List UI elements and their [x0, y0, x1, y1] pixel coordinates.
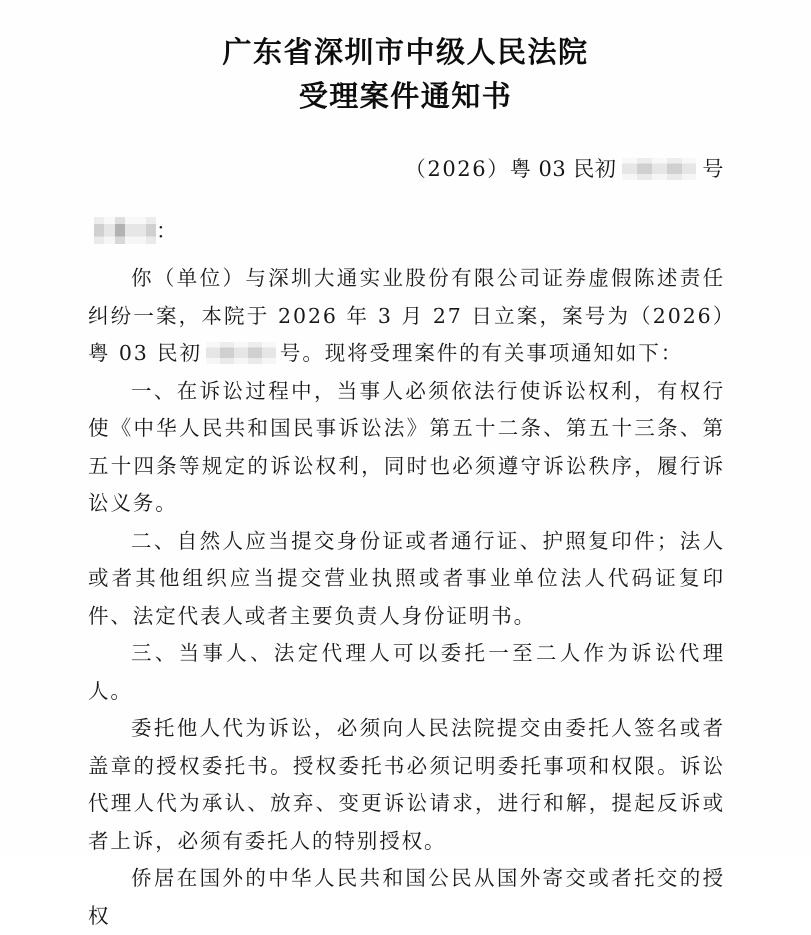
case-number-year: （2026） [404, 157, 510, 181]
paragraph-item-one: 一、在诉讼过程中，当事人必须依法行使诉讼权利，有权行使《中华人民共和国民事诉讼法》第五十二条、第五十三条、第五十四条等规定的诉讼权利，同时也必须遵守诉讼秩序，履行诉讼义务。 [88, 378, 725, 515]
intro-text-part2: 号。现将受理案件的有关事项通知如下： [279, 341, 684, 365]
paragraph-item-three: 三、当事人、法定代理人可以委托一至二人作为诉讼代理人。 [88, 641, 725, 703]
paragraph-item-three-continued: 委托他人代为诉讼，必须向人民法院提交由委托人签名或者盖章的授权委托书。授权委托书必须记明委托事项和权限。诉讼代理人代为承认、放弃、变更诉讼请求，进行和解，提起反诉或者上诉，必须有委托人的特别授权。 [88, 716, 725, 853]
paragraph-intro [88, 260, 725, 373]
case-number-court-code: 粤 03 民初 [509, 157, 617, 181]
recipient-name-redaction-block [94, 217, 156, 244]
document-body [0, 260, 811, 935]
case-number-suffix: 号 [702, 157, 725, 181]
document-title-block [0, 0, 811, 118]
case-number-redaction-block [622, 158, 696, 180]
case-number-line [0, 152, 811, 186]
recipient-colon: ： [156, 219, 177, 243]
intro-redaction-block [206, 342, 276, 364]
paragraph-item-two: 二、自然人应当提交身份证或者通行证、护照复印件；法人或者其他组织应当提交营业执照或者事业单位法人代码证复印件、法定代表人或者主要负责人身份证明书。 [88, 528, 725, 628]
paragraph-item-three-continued-2: 侨居在国外的中华人民共和国公民从国外寄交或者托交的授权 [88, 866, 725, 928]
document-type-title: 受理案件通知书 [298, 79, 513, 113]
recipient-line [0, 216, 811, 246]
intro-text-part1: 你（单位）与深圳大通实业股份有限公司证券虚假陈述责任纠纷一案，本院于 2026 年 3 月 27 日立案，案号为（2026）粤 03 民初 [88, 266, 725, 365]
court-name-title: 广东省深圳市中级人民法院 [222, 35, 589, 69]
